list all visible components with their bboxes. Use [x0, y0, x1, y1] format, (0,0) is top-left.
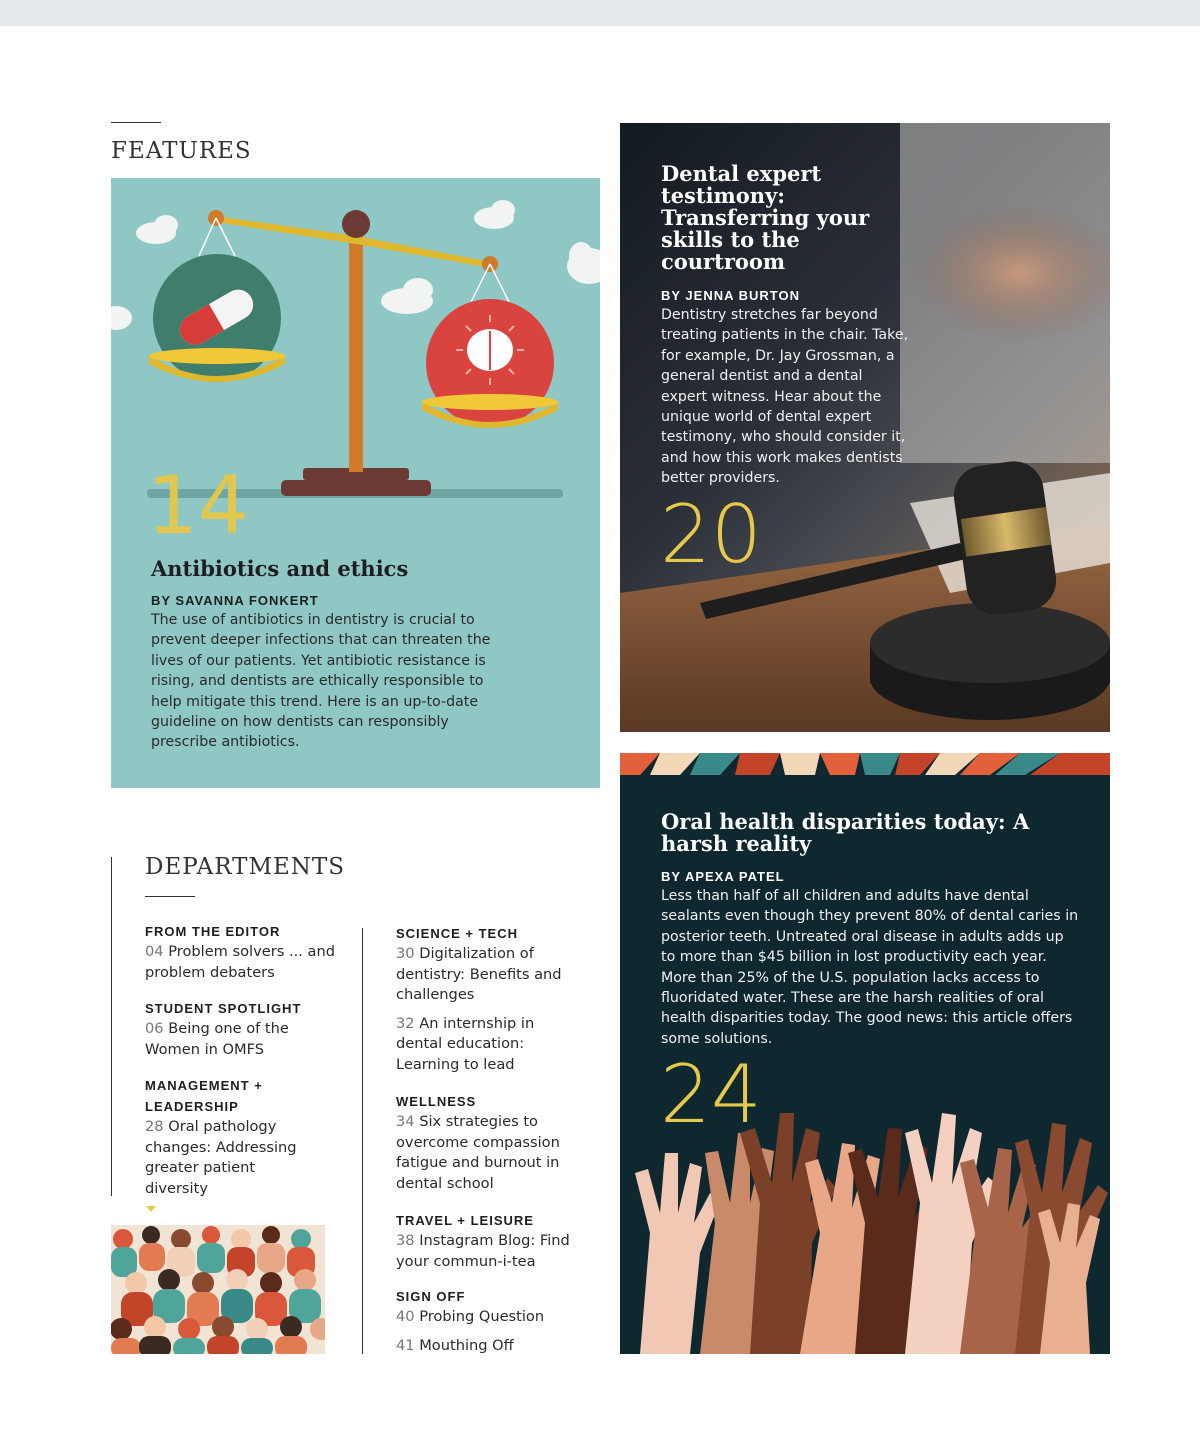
department-group-science-tech [396, 923, 581, 1076]
triangle-marker-icon [146, 1206, 156, 1212]
department-item[interactable] [396, 1112, 581, 1194]
department-page: 28 [145, 1118, 164, 1135]
department-category: FROM THE EDITOR [145, 924, 281, 939]
department-page: 40 [396, 1308, 415, 1325]
feature-summary: Less than half of all children and adults have dental sealants even though they prevent 80% of dental caries in posterior teeth. Untreated oral disease in adults adds up to more than $45 billion in lost productivity each year. More than 25% of the U.S. population lacks access to fluoridated water. These are the harsh realities of oral health disparities today. The good news: this article offers some solutions. [661, 888, 1079, 1047]
department-page: 06 [145, 1020, 164, 1037]
feature-headline[interactable]: Dental expert testimony: Transferring your skills to the courtroom [661, 161, 870, 274]
departments-rule [145, 896, 195, 897]
department-group-sign-off [396, 1286, 586, 1356]
department-category: WELLNESS [396, 1094, 477, 1109]
feature-byline: BY APEXA PATEL [661, 869, 785, 884]
feature-byline: BY JENNA BURTON [661, 288, 801, 303]
department-page: 32 [396, 1014, 415, 1032]
department-item[interactable] [396, 1231, 586, 1272]
department-category: MANAGEMENT + LEADERSHIP [145, 1078, 263, 1114]
department-item[interactable] [396, 1336, 586, 1357]
department-group-management-leadership [145, 1075, 320, 1199]
department-group-wellness [396, 1091, 581, 1194]
page-number: 20 [660, 488, 762, 581]
department-title: Being one of the Women in OMFS [145, 1020, 289, 1058]
department-title: Mouthing Off [419, 1336, 514, 1354]
department-title: Probing Question [419, 1308, 545, 1325]
column-divider [362, 928, 363, 1354]
features-rule [111, 122, 161, 123]
feature-byline: BY SAVANNA FONKERT [151, 593, 319, 608]
department-page: 38 [396, 1232, 415, 1249]
department-title: Problem solvers ... and problem debaters [145, 943, 335, 981]
department-title: An internship in dental education: Learning to lead [396, 1014, 535, 1073]
feature-summary: Dentistry stretches far beyond treating patients in the chair. Take, for example, Dr. Jay Grossman, a general dentist and a dental expert witness. Hear about the unique world of dental expert testimony, who should consider it, and how this work makes dentists better providers. [661, 307, 909, 487]
department-page: 04 [145, 943, 164, 960]
crowd-illustration [111, 1225, 325, 1354]
feature-card-oral-health-disparities[interactable] [620, 753, 1110, 1354]
department-item[interactable] [145, 1117, 320, 1199]
raised-hands-illustration [620, 1093, 1110, 1354]
departments-vertical-rule [111, 857, 112, 1196]
departments-section-title: DEPARTMENTS [145, 854, 346, 880]
department-category: STUDENT SPOTLIGHT [145, 1001, 302, 1016]
feature-summary: The use of antibiotics in dentistry is crucial to prevent deeper infections that can threaten the lives of our patients. Yet antibiotic resistance is rising, and dentists are ethically responsible to help mitigate this trend. Here is an up-to-date guideline on how dentists can responsibly prescribe antibiotics. [151, 612, 491, 751]
department-item[interactable] [396, 1014, 581, 1076]
department-item[interactable] [145, 1019, 345, 1060]
feature-headline[interactable]: Oral health disparities today: A harsh reality [661, 809, 1030, 856]
department-title: Six strategies to overcome compassion fatigue and burnout in dental school [396, 1113, 560, 1192]
feature-card-expert-testimony[interactable] [620, 123, 1110, 732]
top-bar [0, 0, 1200, 26]
page-number: 14 [147, 459, 249, 552]
department-title: Oral pathology changes: Addressing greater patient diversity [145, 1118, 297, 1197]
department-page: 41 [396, 1336, 415, 1354]
department-item[interactable] [145, 942, 345, 983]
sunburst-rays [620, 753, 1110, 775]
department-item[interactable] [396, 1307, 586, 1328]
feature-headline[interactable]: Antibiotics and ethics [151, 556, 409, 581]
page-number: 24 [660, 1048, 762, 1141]
features-section-title: FEATURES [111, 138, 252, 164]
department-category: SCIENCE + TECH [396, 926, 518, 941]
department-item[interactable] [396, 944, 581, 1006]
department-group-student-spotlight [145, 998, 345, 1060]
department-title: Digitalization of dentistry: Benefits and challenges [396, 945, 562, 1004]
department-page: 30 [396, 945, 415, 962]
department-group-travel-leisure [396, 1210, 586, 1272]
department-category: SIGN OFF [396, 1289, 466, 1304]
department-title: Instagram Blog: Find your commun-i-tea [396, 1232, 570, 1270]
department-page: 34 [396, 1113, 415, 1130]
feature-card-antibiotics[interactable] [111, 178, 600, 788]
department-category: TRAVEL + LEISURE [396, 1213, 534, 1228]
department-group-from-the-editor [145, 921, 345, 983]
